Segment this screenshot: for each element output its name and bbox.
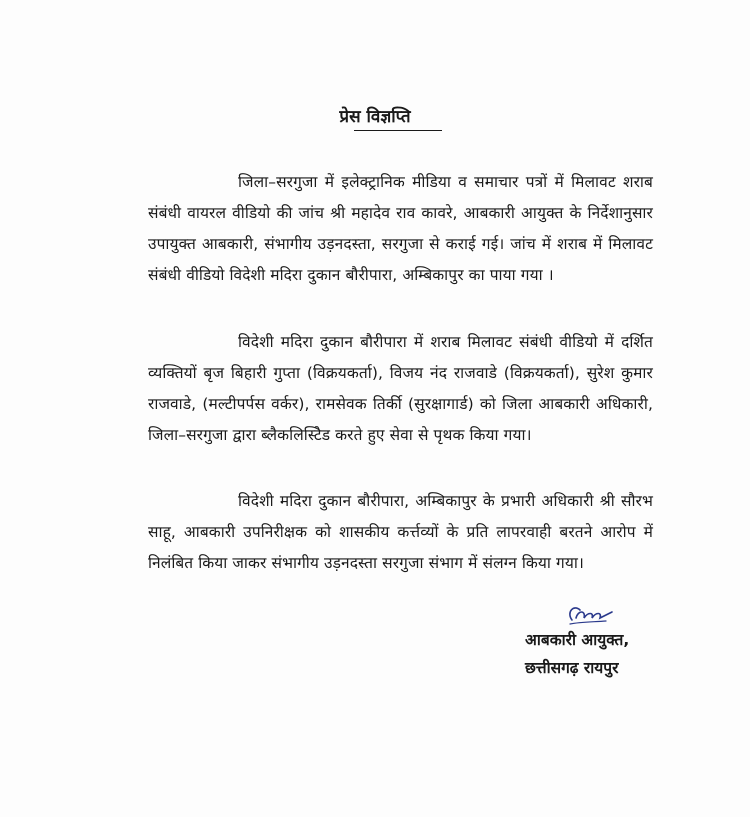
signatory-block [525, 626, 675, 682]
signatory-designation: आबकारी आयुक्त, [525, 631, 630, 649]
document-title: प्रेस विज्ञप्ति [339, 107, 411, 127]
title-underline [354, 130, 442, 131]
paragraph-2: विदेशी मदिरा दुकान बौरीपारा में शराब मिलावट संबंधी वीडियो में दर्शित व्यक्तियों बृज बिहारी गुप्ता (विक्रयकर्ता), विजय नंद राजवाडे (विक्रयकर्ता), सुरेश कुमार राजवाडे, (मल्टीपर्पस वर्कर), रामसेवक तिर्की (सुरक्षागार्ड) को जिला आबकारी अधिकारी, जिला–सरगुजा द्वारा ब्लैकलिस्टिेड करते हुए सेवा से पृथक किया गया। [148, 333, 653, 444]
signatory-location: छत्तीसगढ़ रायपुर [525, 659, 619, 677]
paragraph-3: विदेशी मदिरा दुकान बौरीपारा, अम्बिकापुर के प्रभारी अधिकारी श्री सौरभ साहू, आबकारी उपनिरीक्षक को शासकीय कर्त्तव्यों के प्रति लापरवाही बरतने आरोप में निलंबित किया जाकर संभागीय उड़नदस्ता सरगुजा संभाग में संलग्न किया गया। [148, 492, 653, 572]
paragraph-1: जिला–सरगुजा में इलेक्ट्रानिक मीडिया व समाचार पत्रों में मिलावट शराब संबंधी वायरल वीडियो की जांच श्री महादेव राव कावरे, आबकारी आयुक्त के निर्देशानुसार उपायुक्त आबकारी, संभागीय उड़नदस्ता, सरगुजा से कराई गई। जांच में शराब में मिलावट संबंधी वीडियो विदेशी मदिरा दुकान बौरीपारा, अम्बिकापुर का पाया गया । [148, 173, 653, 284]
